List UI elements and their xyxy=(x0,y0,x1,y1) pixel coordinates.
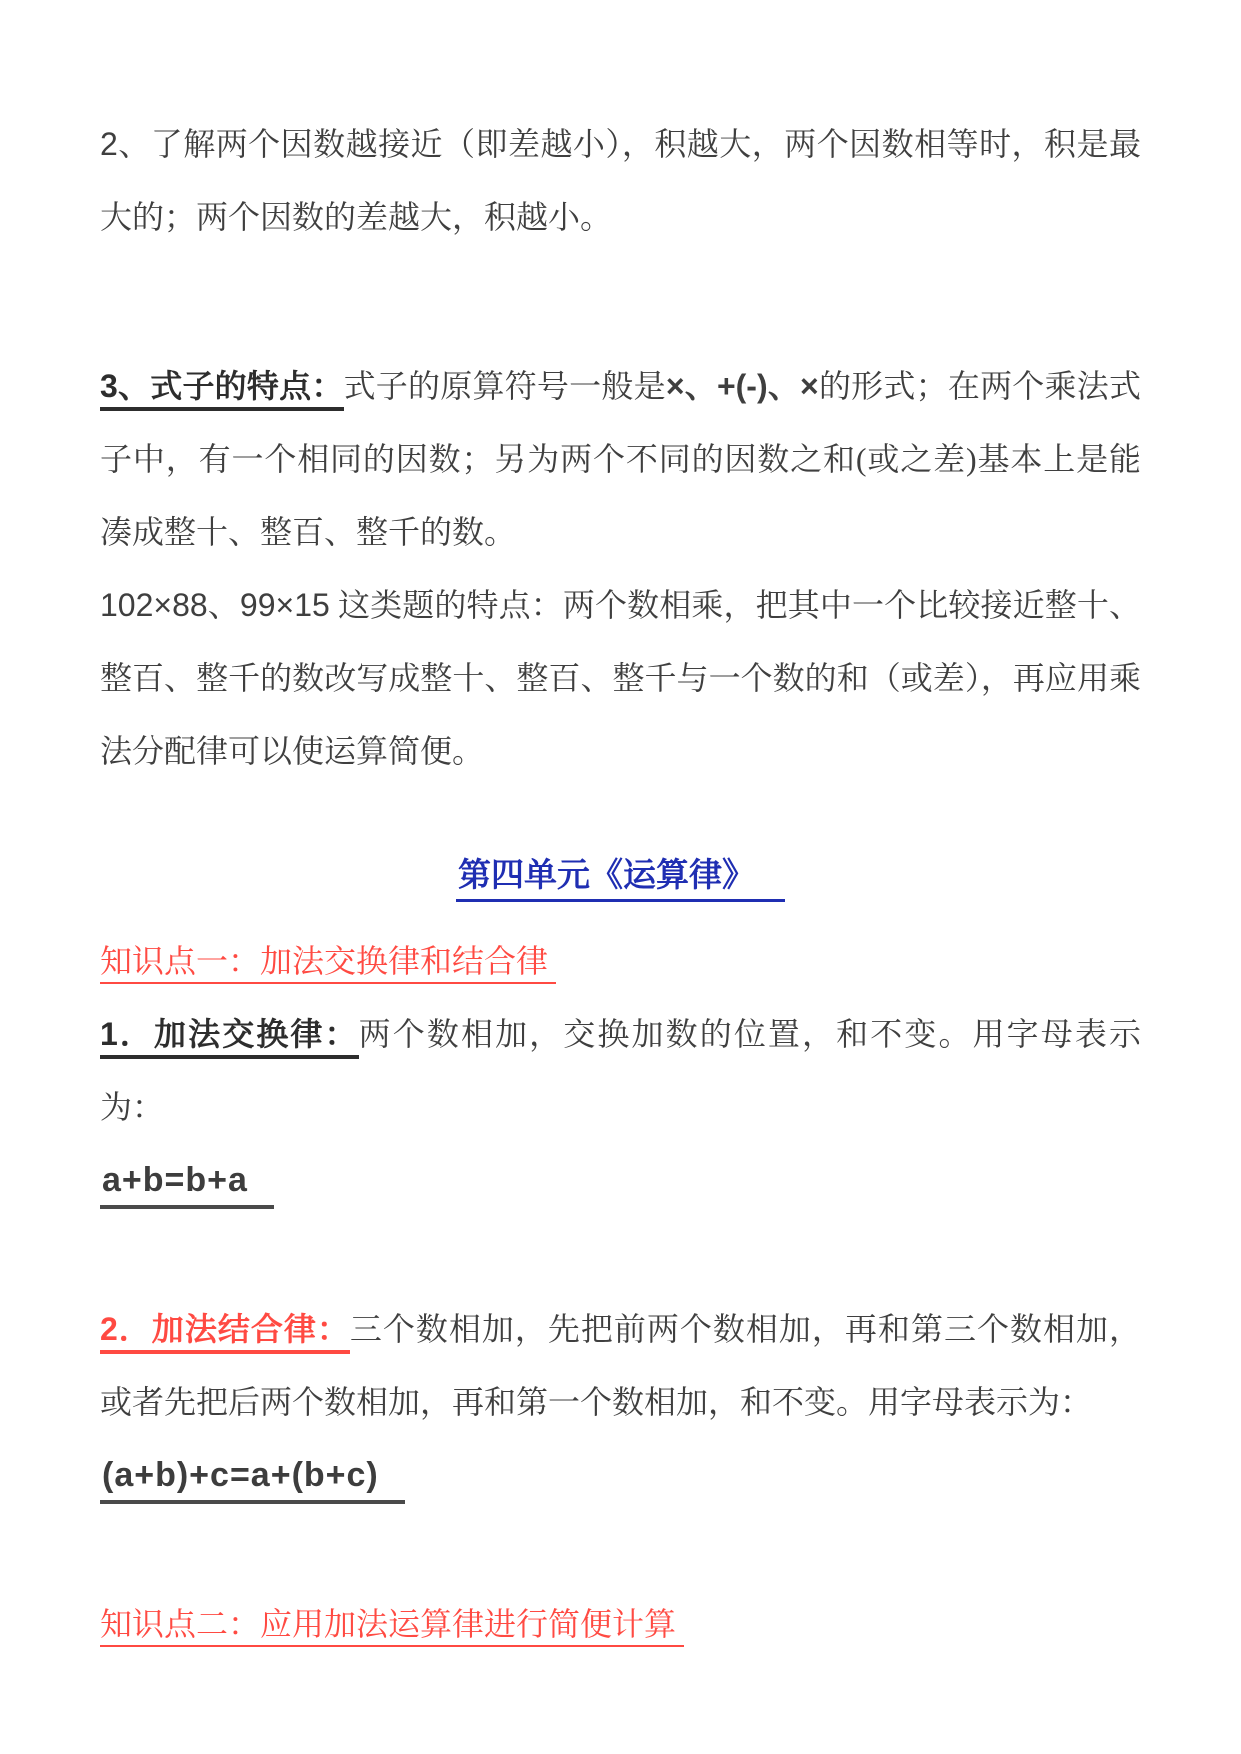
paragraph-text-after-symbols: 的形式；在两个乘法式子中，有一个相同的因数；另为两个不同的因数之和(或之差)基本上是能凑成整十、整百、整千的数。 xyxy=(100,368,1141,550)
paragraph-factors-closeness xyxy=(100,108,1141,254)
knowledge-point-1-line xyxy=(100,925,1141,998)
paragraph-text: 这类题的特点：两个数相乘，把其中一个比较接近整十、整百、整千的数改写成整十、整百、整千与一个数的和（或差），再应用乘法分配律可以使运算简便。 xyxy=(100,587,1141,769)
unit-title-line xyxy=(100,840,1141,913)
associative-law-text: 三个数相加，先把前两个数相加，再和第三个数相加，或者先把后两个数相加，再和第一个数相加，和不变。用字母表示为： xyxy=(100,1311,1141,1420)
paragraph-number: 2、 xyxy=(100,126,151,162)
paragraph-expression-features xyxy=(100,350,1141,569)
unit-title: 第四单元《运算律》 xyxy=(456,858,785,902)
associative-formula: (a+b)+c=a+(b+c) xyxy=(100,1456,405,1504)
associative-formula-line xyxy=(100,1439,1141,1518)
commutative-law-text: 两个数相加，交换加数的位置，和不变。用字母表示为： xyxy=(100,1016,1141,1125)
paragraph-text: 了解两个因数越接近（即差越小），积越大，两个因数相等时，积是最大的；两个因数的差越大，积越小。 xyxy=(100,126,1141,235)
paragraph-commutative-law xyxy=(100,998,1141,1144)
commutative-law-label: 1．加法交换律： xyxy=(100,1016,359,1059)
commutative-formula: a+b=b+a xyxy=(100,1161,274,1209)
expression-features-label: 3、式子的特点： xyxy=(100,368,344,411)
knowledge-point-2-heading: 知识点二：应用加法运算律进行简便计算 xyxy=(100,1606,684,1647)
paragraph-example-problems xyxy=(100,569,1141,788)
associative-law-label: 2．加法结合律： xyxy=(100,1311,350,1354)
example-expressions: 102×88、99×15 xyxy=(100,587,330,623)
knowledge-point-1-heading: 知识点一：加法交换律和结合律 xyxy=(100,943,556,984)
operator-symbols: ×、+(-)、× xyxy=(665,368,819,404)
paragraph-associative-law xyxy=(100,1293,1141,1439)
commutative-formula-line xyxy=(100,1144,1141,1223)
paragraph-text-before-symbols: 式子的原算符号一般是 xyxy=(343,368,666,404)
knowledge-point-2-line xyxy=(100,1588,1141,1661)
